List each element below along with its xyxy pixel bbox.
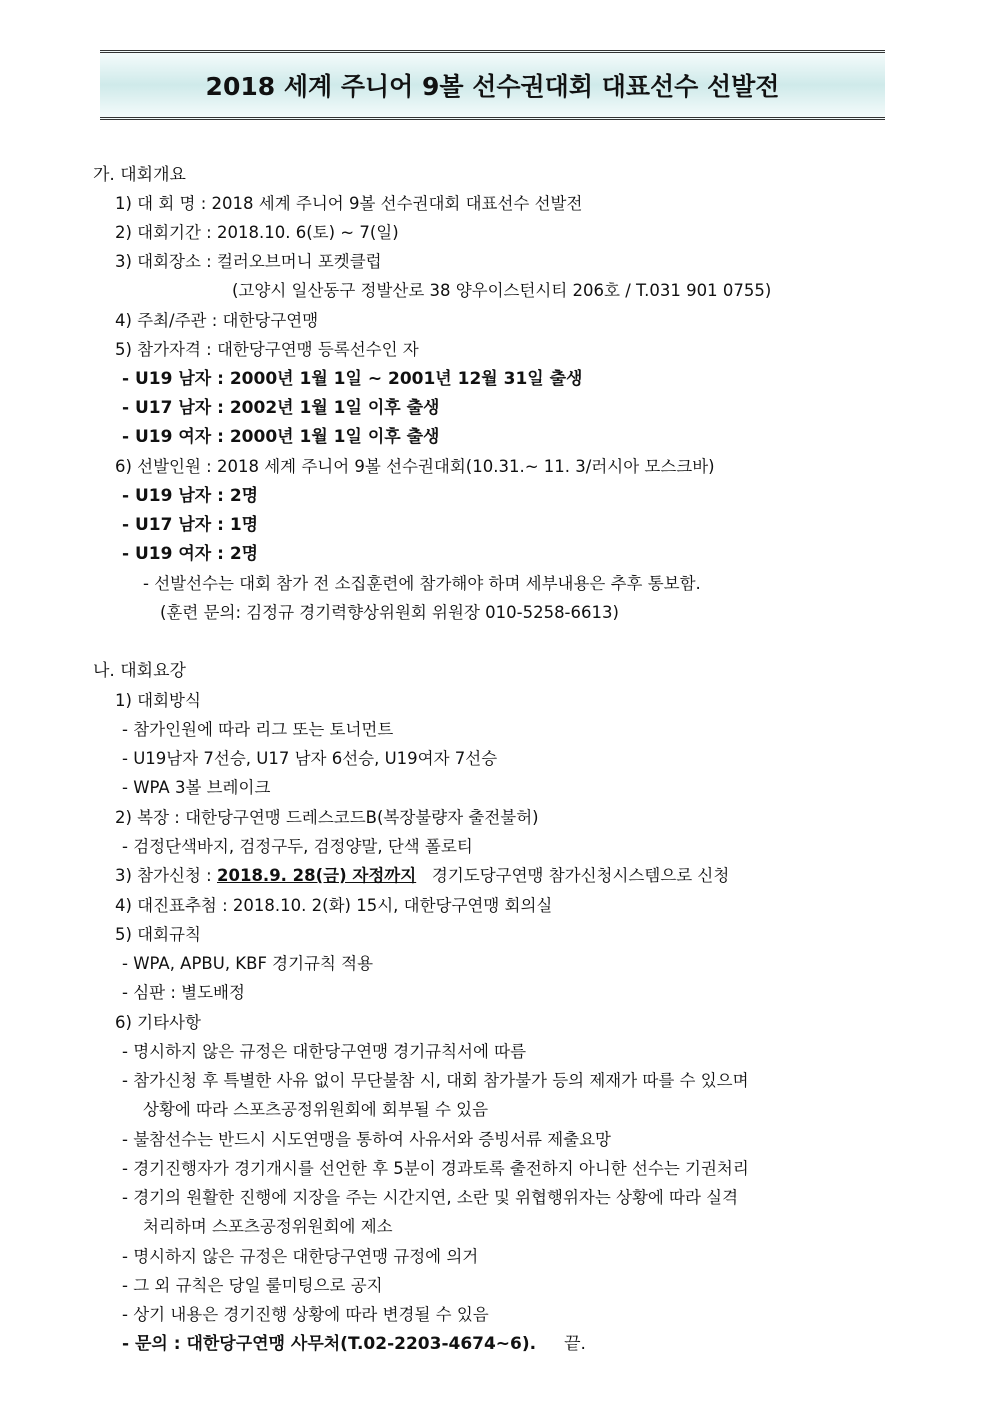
etc-item: - 그 외 규칙은 당일 룰미팅으로 공지	[122, 1276, 383, 1295]
training-note: - 선발선수는 대회 참가 전 소집훈련에 참가해야 하며 세부내용은 추후 통보함.	[143, 574, 701, 593]
etc-item-continued: 처리하며 스포츠공정위원회에 제소	[143, 1217, 393, 1236]
eligibility-u19-female: - U19 여자 : 2000년 1월 1일 이후 출생	[122, 427, 440, 447]
title-banner	[100, 50, 885, 120]
etc-item: - 상기 내용은 경기진행 상황에 따라 변경될 수 있음	[122, 1305, 489, 1324]
application-label: 3) 참가신청 :	[115, 866, 217, 885]
venue-address: (고양시 일산동구 정발산로 38 양우이스턴시티 206호 / T.031 901 0755)	[232, 281, 772, 300]
event-host: 4) 주최/주관 : 대한당구연맹	[115, 311, 319, 330]
selection-u17-male: - U17 남자 : 1명	[122, 515, 259, 535]
etc-item: - 참가신청 후 특별한 사유 없이 무단불참 시, 대회 참가불가 등의 제재가 따를 수 있으며	[122, 1071, 749, 1090]
page-title: 2018 세계 주니어 9볼 선수권대회 대표선수 선발전	[205, 72, 780, 101]
end-mark: 끝.	[564, 1334, 586, 1354]
etc-item: - 경기의 원활한 진행에 지장을 주는 시간지연, 소란 및 위협행위자는 상황에 따라 실격	[122, 1188, 739, 1207]
draw-info: 4) 대진표추첨 : 2018.10. 2(화) 15시, 대한당구연맹 회의실	[115, 896, 553, 915]
application	[115, 866, 729, 886]
etc-title: 6) 기타사항	[115, 1013, 201, 1032]
etc-item: - 경기진행자가 경기개시를 선언한 후 5분이 경과토록 출전하지 아니한 선수는 기권처리	[122, 1159, 749, 1178]
contact-info: - 문의 : 대한당구연맹 사무처(T.02-2203-4674~6).	[122, 1334, 537, 1354]
eligibility: 5) 참가자격 : 대한당구연맹 등록선수인 자	[115, 340, 419, 359]
format-item: - 참가인원에 따라 리그 또는 토너먼트	[122, 720, 394, 739]
application-method: 경기도당구연맹 참가신청시스템으로 신청	[431, 866, 730, 885]
event-period: 2) 대회기간 : 2018.10. 6(토) ~ 7(일)	[115, 223, 399, 242]
contact-line	[122, 1334, 586, 1354]
etc-item: - 불참선수는 반드시 시도연맹을 통하여 사유서와 증빙서류 제출요망	[122, 1130, 611, 1149]
training-contact: (훈련 문의: 김정규 경기력향상위원회 위원장 010-5258-6613)	[160, 603, 619, 622]
selection-u19-male: - U19 남자 : 2명	[122, 486, 259, 506]
format-title: 1) 대회방식	[115, 691, 201, 710]
dress-code: 2) 복장 : 대한당구연맹 드레스코드B(복장불량자 출전불허)	[115, 808, 539, 827]
etc-item: - 명시하지 않은 규정은 대한당구연맹 경기규칙서에 따름	[122, 1042, 527, 1061]
format-item: - WPA 3볼 브레이크	[122, 778, 271, 797]
section-a-heading: 가. 대회개요	[93, 165, 186, 185]
eligibility-u17-male: - U17 남자 : 2002년 1월 1일 이후 출생	[122, 398, 440, 418]
selection-count: 6) 선발인원 : 2018 세계 주니어 9볼 선수권대회(10.31.~ 11. 3/러시아 모스크바)	[115, 457, 715, 476]
dress-code-item: - 검정단색바지, 검정구두, 검정양말, 단색 폴로티	[122, 837, 473, 856]
rules-item: - 심판 : 별도배정	[122, 983, 245, 1002]
etc-item: - 명시하지 않은 규정은 대한당구연맹 규정에 의거	[122, 1247, 479, 1266]
format-item: - U19남자 7선승, U17 남자 6선승, U19여자 7선승	[122, 749, 498, 768]
rules-title: 5) 대회규칙	[115, 925, 201, 944]
rules-item: - WPA, APBU, KBF 경기규칙 적용	[122, 954, 374, 973]
section-b-heading: 나. 대회요강	[93, 661, 186, 681]
eligibility-u19-male: - U19 남자 : 2000년 1월 1일 ~ 2001년 12월 31일 출생	[122, 369, 583, 389]
application-deadline: 2018.9. 28(금) 자정까지	[217, 866, 417, 885]
selection-u19-female: - U19 여자 : 2명	[122, 544, 259, 564]
event-name: 1) 대 회 명 : 2018 세계 주니어 9볼 선수권대회 대표선수 선발전	[115, 194, 583, 213]
event-venue: 3) 대회장소 : 컬러오브머니 포켓클럽	[115, 252, 382, 271]
etc-item-continued: 상황에 따라 스포츠공정위원회에 회부될 수 있음	[143, 1100, 489, 1119]
